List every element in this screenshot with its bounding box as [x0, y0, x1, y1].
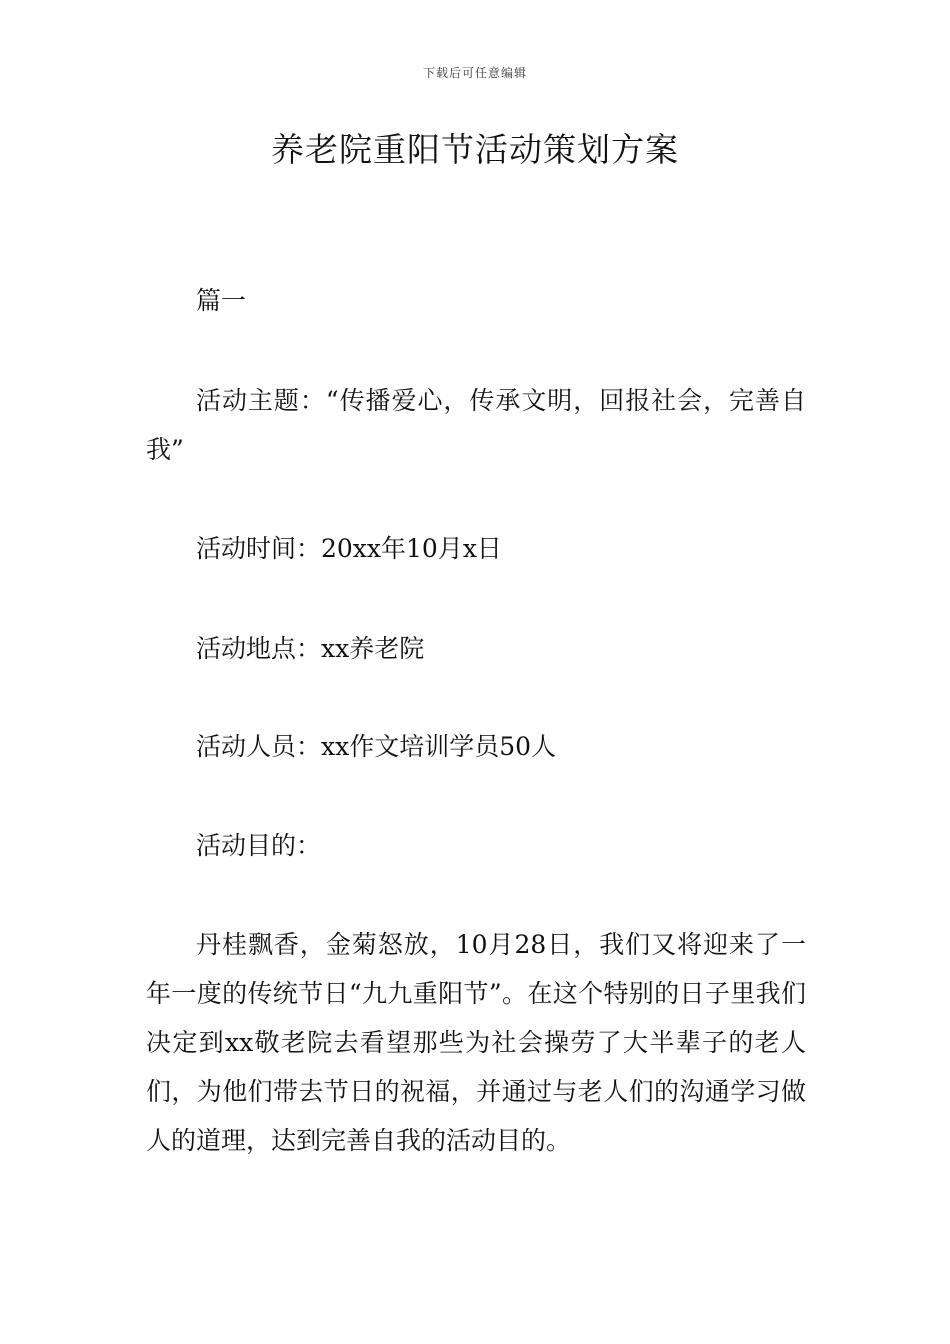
- header-note: 下载后可任意编辑: [422, 66, 527, 80]
- section-label: 篇一: [196, 286, 247, 315]
- document-title: 养老院重阳节活动策划方案: [271, 130, 679, 169]
- paragraph-time: 活动时间：20xx年10月x日: [196, 534, 502, 563]
- paragraph-place: 活动地点：xx养老院: [196, 634, 425, 663]
- paragraph-theme: 活动主题：“传播爱心，传承文明，回报社会，完善自我”: [146, 386, 806, 464]
- paragraph-people: 活动人员：xx作文培训学员50人: [196, 732, 557, 761]
- paragraph-purpose-body: 丹桂飘香，金菊怒放，10月28日，我们又将迎来了一年一度的传统节日“九九重阳节”。在这个特别的日子里我们决定到xx敬老院去看望那些为社会操劳了大半辈子的老人们，为他们带去节日的祝福，并通过与老人们的沟通学习做人的道理，达到完善自我的活动目的。: [146, 930, 806, 1155]
- paragraph-purpose-heading: 活动目的：: [196, 831, 322, 860]
